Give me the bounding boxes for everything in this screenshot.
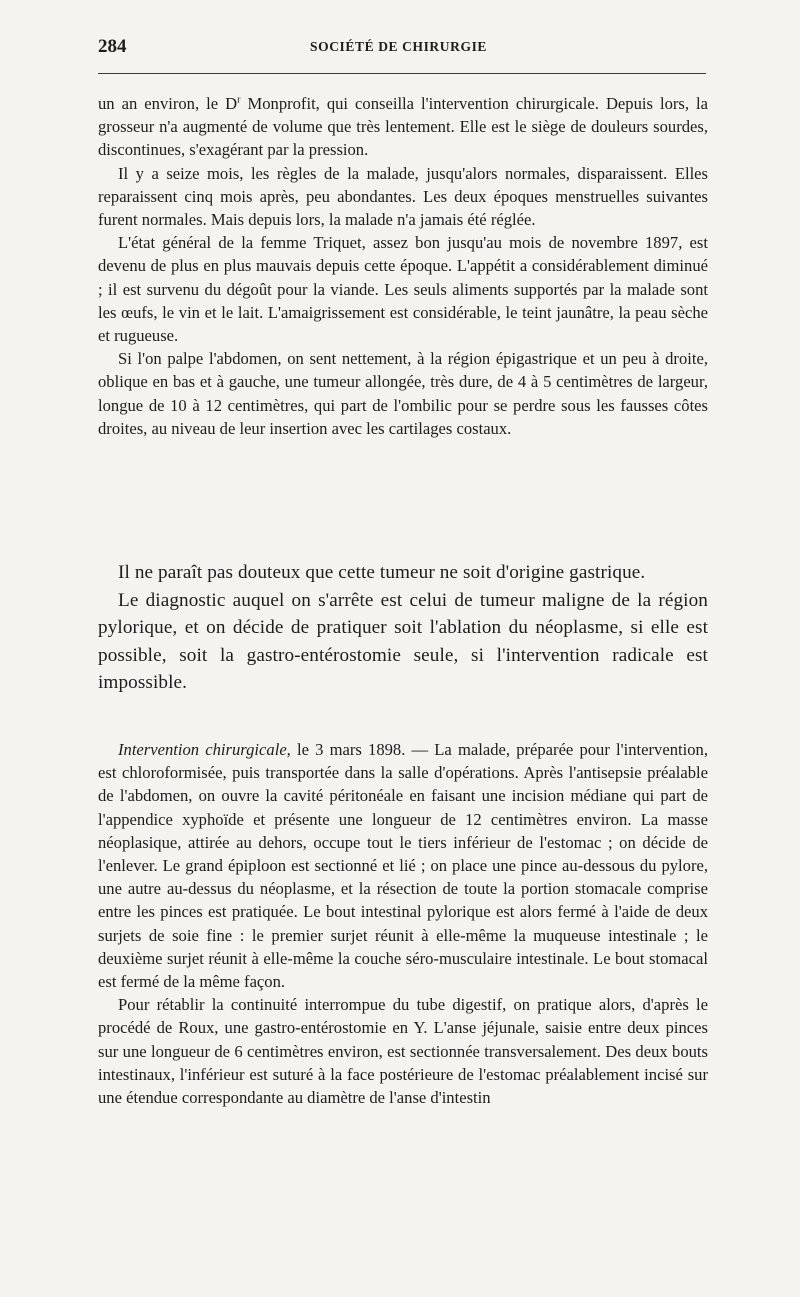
page-number: 284 [98, 36, 127, 57]
paragraph: Le diagnostic auquel on s'arrête est celui de tumeur maligne de la région pylorique, et on décide de pratiquer soit l'ablation du néoplasme, si elle est possible, soit la gastro-entérostomie seule, si l'intervention radicale est impossible. [98, 589, 708, 693]
paragraph: Si l'on palpe l'abdomen, on sent nettement, à la région épigastrique et un peu à droite, oblique en bas et à gauche, une tumeur allongée, très dure, de 4 à 5 centimètres de largeur, longue de 10 à 12 centimètres, qui part de l'ombilic pour se perdre sous les fausses côtes droites, au niveau de leur insertion avec les cartilages costaux. [98, 349, 708, 438]
text-run: Monprofit, qui conseilla l'intervention chirurgicale. Depuis lors, la grosseur n'a augmenté de volume que très lentement. Elle est le siège de douleurs sourdes, discontinues, s'exagérant par la pression. [98, 94, 708, 160]
paragraph: L'état général de la femme Triquet, assez bon jusqu'au mois de novembre 1897, est devenu de plus en plus mauvais depuis cette époque. L'appétit a considérablement diminué ; il est survenu du dégoût pour la viande. Les seuls aliments supportés par la malade sont les œufs, le vin et le lait. L'amaigrissement est considérable, le teint jaunâtre, la peau sèche et rugueuse. [98, 233, 708, 346]
section-heading: Intervention chirurgicale, [118, 740, 291, 759]
paragraph: Il y a seize mois, les règles de la malade, jusqu'alors normales, disparaissent. Elles reparaissent cinq mois après, peu abondantes. Les deux époques menstruelles suivantes furent normales. Mais depuis lors, la malade n'a jamais été réglée. [98, 163, 708, 230]
page-header [98, 36, 706, 62]
diagnosis-block [98, 559, 708, 697]
paragraph: Pour rétablir la continuité interrompue du tube digestif, on pratique alors, d'après le procédé de Roux, une gastro-entérostomie en Y. L'anse jéjunale, saisie entre deux pinces sur une longueur de 6 centimètres environ, est sectionnée transversalement. Des deux bouts intestinaux, l'inférieur est suturé à la face postérieure de l'estomac préalablement incisé sur une étendue correspondante au diamètre de l'anse d'intestin [98, 995, 708, 1108]
operation-block [98, 738, 708, 1109]
text-run: le 3 mars 1898. — La malade, préparée pour l'intervention, est chloroformisée, puis transportée dans la salle d'opérations. Après l'antisepsie préalable de l'abdomen, on ouvre la cavité péritonéale en faisant une incision médiane qui part de l'appendice xyphoïde et présente une longueur de 12 centimètres environ. La masse néoplasique, attirée au dehors, occupe tout le tiers inférieur de l'estomac ; on décide de l'enlever. Le grand épiploon est sectionné et lié ; on place une pince au-dessous du pylore, une autre au-dessus du néoplasme, et la résection de toute la portion stomacale comprise entre les pinces est pratiquée. Le bout intestinal pylorique est alors fermé à l'aide de deux surjets de soie fine : le premier surjet réunit à elle-même la muqueuse intestinale ; le deuxième surjet réunit à elle-même la couche séro-musculaire intestinale. Le bout stomacal est fermé de la même façon. [98, 740, 708, 992]
paragraph: Il ne paraît pas douteux que cette tumeur ne soit d'origine gastrique. [118, 562, 646, 583]
header-rule [98, 73, 706, 74]
case-history-block [98, 92, 708, 440]
paragraph [98, 92, 708, 162]
running-title: SOCIÉTÉ DE CHIRURGIE [310, 39, 488, 54]
superscript: r [237, 94, 241, 106]
text-run: un an environ, le D [98, 94, 238, 113]
paragraph [98, 738, 708, 993]
